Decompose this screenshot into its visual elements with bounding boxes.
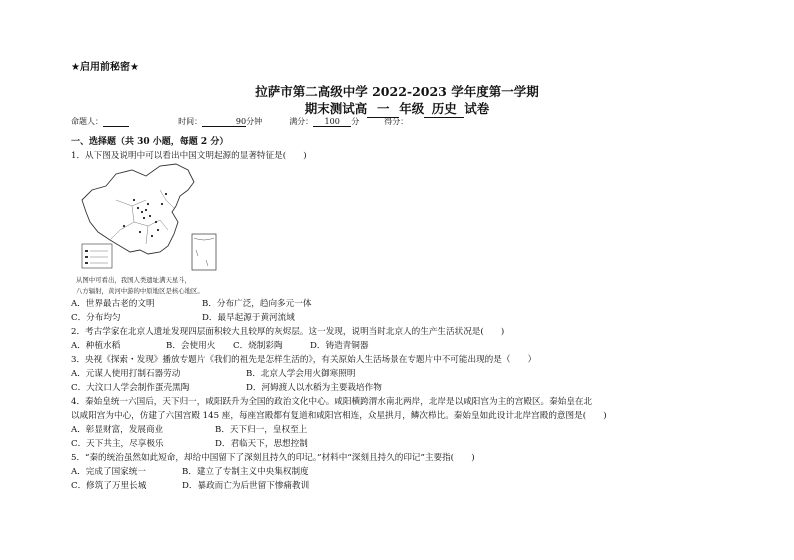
author-label: 命题人： xyxy=(71,117,103,126)
score-label: 满分： xyxy=(289,117,314,126)
subject-value: 历史 xyxy=(424,99,464,118)
q5-option-d: D．暴政而亡为后世留下惨痛教训 xyxy=(182,481,310,491)
exam-meta xyxy=(71,116,408,127)
subtitle-part-a: 期末测试高 xyxy=(304,101,368,116)
time-unit: 分钟 xyxy=(246,117,263,126)
question-2-stem: 2．考古学家在北京人遗址发现四层面积较大且较厚的灰烬层。这一发现，说明当时北京人的生产生活状况是( ) xyxy=(71,327,505,337)
q2-option-a: A．种植水稻 xyxy=(71,341,121,351)
confidential-mark: ★启用前秘密★ xyxy=(71,62,139,73)
q3-option-d: D．河姆渡人以水稻为主要栽培作物 xyxy=(246,383,382,393)
q4-option-a: A．彰显财富，发展商业 xyxy=(71,425,164,435)
q1-option-c: C．分布均匀 xyxy=(71,313,121,323)
china-map-figure xyxy=(76,160,218,272)
section-heading: 一、选择题（共 30 小题，每题 2 分） xyxy=(71,137,229,147)
q3-option-a: A．元谋人使用打制石器劳动 xyxy=(71,369,181,379)
grade-value: 一 xyxy=(367,99,399,118)
time-value: 90 xyxy=(202,117,246,127)
q5-option-c: C．修筑了万里长城 xyxy=(71,481,147,491)
q4-option-c: C．天下共主，尽享极乐 xyxy=(71,439,164,449)
q5-option-b: B．建立了专制主义中央集权制度 xyxy=(182,467,309,477)
q1-option-d: D．最早起源于黄河流域 xyxy=(202,313,295,323)
got-label: 得分： xyxy=(384,117,409,126)
question-4-stem: 4．秦始皇统一六国后，天下归一，咸阳跃升为全国的政治文化中心。咸阳横跨渭水南北两岸，北岸是以咸阳宫为主的宫殿区。秦始皇在北 xyxy=(71,397,593,407)
q5-option-a: A．完成了国家统一 xyxy=(71,467,146,477)
question-5-stem: 5．“秦的统治虽然如此短命，却给中国留下了深刻且持久的印记。”材料中“深刻且持久的印记”主要指( ) xyxy=(71,453,475,463)
time-label: 时间： xyxy=(178,117,203,126)
map-caption-line-2: 八方辐射，黄河中游的中原地区是核心地区。 xyxy=(76,287,204,295)
map-caption-line-1: 从图中可看出，我国人类遗址满天星斗， xyxy=(76,276,192,284)
q2-option-d: D．铸造青铜器 xyxy=(310,341,369,351)
q4-option-d: D．君临天下，思想控制 xyxy=(215,439,308,449)
author-blank xyxy=(103,117,129,127)
south-sea-inset xyxy=(192,234,216,270)
q3-option-c: C．大汶口人学会制作蛋壳黑陶 xyxy=(71,383,190,393)
exam-title: 拉萨市第二高级中学 2022-2023 学年度第一学期 xyxy=(255,84,539,99)
score-value: 100 xyxy=(313,117,351,127)
question-1-stem: 1．从下图及说明中可以看出中国文明起源的显著特征是( ) xyxy=(71,151,307,161)
q1-option-a: A．世界最古老的文明 xyxy=(71,299,155,309)
subtitle-part-c: 试卷 xyxy=(464,101,490,116)
q4-option-b: B．天下归一，皇权至上 xyxy=(215,425,308,435)
subtitle-part-b: 年级 xyxy=(399,101,425,116)
q2-option-b: B．会使用火 xyxy=(166,341,216,351)
q3-option-b: B．北京人学会用火御寒照明 xyxy=(246,369,356,379)
question-4-stem-cont: 以咸阳宫为中心，仿建了六国宫殿 145 座，每座宫殿都有复道和咸阳宫相连，众星拱月，鳞次栉比。秦始皇如此设计北岸宫殿的意图是( ) xyxy=(71,411,607,421)
q1-option-b: B．分布广泛，趋向多元一体 xyxy=(202,299,312,309)
question-3-stem: 3．央视《探索・发现》播放专题片《我们的祖先是怎样生活的》，有关原始人生活场景在专题片中不可能出现的是（ ） xyxy=(71,355,537,365)
score-unit: 分 xyxy=(351,117,360,126)
q2-option-c: C．烧制彩陶 xyxy=(233,341,283,351)
